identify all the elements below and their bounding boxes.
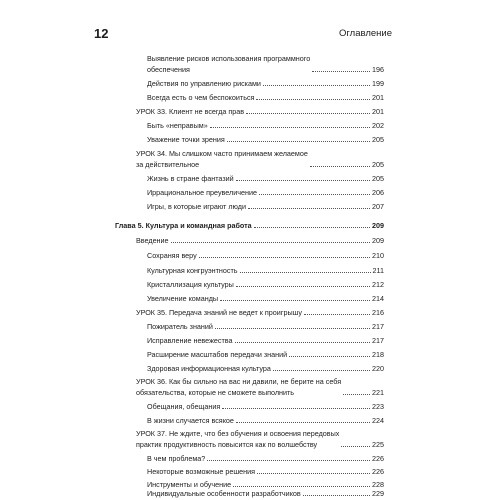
toc-entry-page: 224 [372,416,384,425]
toc-entry-title: Игры, в которые играют люди [147,202,246,211]
dot-leader [210,127,370,128]
toc-entry-page: 201 [372,107,384,116]
toc-entry-title: Инструменты и обучение [147,480,232,489]
toc-entry-title: Уважение точки зрения [147,135,225,144]
toc-entry-title: Сохраняя веру [147,251,197,260]
toc-entry [147,488,384,499]
toc-entry [136,106,384,117]
toc-entry-page: 226 [372,467,384,476]
toc-entry-page: 221 [372,388,384,397]
dot-leader [236,180,370,181]
toc-entry-page: 205 [372,135,384,144]
dot-leader [343,394,370,395]
page-number: 12 [94,26,109,41]
dot-leader [254,227,370,228]
toc-entry-title: Здоровая информационная культура [147,364,271,373]
dot-leader [312,71,370,72]
toc-entry-title-line: УРОК 37. Не ждите, что без обучения и освоения передовых [136,429,340,438]
toc-entry-page: 209 [372,236,384,245]
toc-entry [147,363,384,374]
toc-entry [136,376,384,398]
toc-entry-page: 223 [372,402,384,411]
dot-leader [303,495,370,496]
toc-entry [136,307,384,318]
toc-entry-page: 209 [372,221,384,230]
dot-leader [259,194,370,195]
toc-entry [147,201,384,212]
dot-leader [310,166,370,167]
toc-entry [147,466,384,477]
toc-entry-title: УРОК 33. Клиент не всегда прав [136,107,245,116]
toc-entry-page: 196 [372,65,384,74]
dot-leader [236,286,370,287]
dot-leader [222,408,370,409]
toc-entry-page: 205 [372,174,384,183]
toc-entry [147,279,384,290]
toc-entry [147,401,384,412]
toc-entry-page: 217 [372,336,384,345]
toc-entry-title-line: практик продуктивность повысится как по волшебству [136,440,318,449]
toc-entry [147,349,384,360]
toc-chapter-title: Глава 5. Культура и командная работа [115,221,252,230]
dot-leader [341,446,370,447]
dot-leader [233,486,370,487]
toc-entry-title-line: обеспечения [147,65,190,74]
toc-entry-title: УРОК 35. Передача знаний не ведет к проигрышу [136,308,302,317]
toc-entry-title: Индивидуальные особенности разработчиков [147,489,301,498]
toc-entry-page: 207 [372,202,384,211]
dot-leader [207,460,370,461]
dot-leader [263,85,370,86]
toc-entry-title: В чем проблема? [147,454,206,463]
toc-entry [147,134,384,145]
dot-leader [257,473,370,474]
toc-entry [147,415,384,426]
toc-entry-title: Всегда есть о чем беспокоиться [147,93,255,102]
toc-entry-page: 220 [372,364,384,373]
toc-entry-page: 201 [372,93,384,102]
toc-entry-title: Быть «неправым» [147,121,208,130]
toc-entry [147,173,384,184]
toc-entry-page: 211 [372,266,384,275]
toc-entry [147,321,384,332]
dot-leader [227,141,370,142]
dot-leader [240,272,371,273]
toc-entry-page: 212 [372,280,384,289]
toc-entry-page: 210 [372,251,384,260]
toc-entry [147,265,384,276]
dot-leader [256,99,370,100]
toc-entry-title: Увеличение команды [147,294,219,303]
toc-entry [136,235,384,246]
toc-entry-title: Кристаллизация культуры [147,280,234,289]
toc-entry-title-line: УРОК 36. Как бы сильно на вас ни давили, не берите на себя [136,377,342,386]
toc-entry-title: В жизни случается всякое [147,416,234,425]
toc-entry [147,335,384,346]
toc-entry [147,53,384,75]
toc-entry [136,148,384,170]
dot-leader [304,314,370,315]
toc-entry [147,78,384,89]
toc-entry-title: Исправление невежества [147,336,233,345]
toc-entry-title-line: УРОК 34. Мы слишком часто принимаем желаемое [136,149,308,158]
dot-leader [235,342,370,343]
toc-entry [147,187,384,198]
toc-entry-page: 206 [372,188,384,197]
toc-entry-page: 228 [372,480,384,489]
toc-entry-title: Действия по управлению рисками [147,79,261,88]
toc-entry-title: Некоторые возможные решения [147,467,255,476]
toc-entry [147,92,384,103]
toc-entry-title: Введение [136,236,169,245]
toc-entry [147,120,384,131]
toc-entry-page: 225 [372,440,384,449]
toc-entry-page: 199 [372,79,384,88]
dot-leader [236,422,370,423]
toc-chapter-entry [115,220,384,231]
running-head: Оглавление [339,28,392,39]
toc-entry-page: 217 [372,322,384,331]
toc-entry-page: 205 [372,160,384,169]
toc-entry-page: 216 [372,308,384,317]
toc-entry [147,250,384,261]
toc-entry-title: Жизнь в стране фантазий [147,174,234,183]
toc-entry-page: 218 [372,350,384,359]
toc-entry-page: 202 [372,121,384,130]
toc-entry [147,453,384,464]
dot-leader [248,208,370,209]
toc-entry [147,293,384,304]
toc-entry-title: Обещания, обещания [147,402,221,411]
toc-entry [136,428,384,450]
toc-entry-title-line: Выявление рисков использования программного [147,54,311,63]
toc-entry-title-line: за действительное [136,160,200,169]
toc-entry-page: 226 [372,454,384,463]
dot-leader [215,328,370,329]
dot-leader [289,356,370,357]
toc-entry-title: Пожиратель знаний [147,322,213,331]
dot-leader [273,370,370,371]
toc-entry-title: Культурная конгруэнтность [147,266,238,275]
toc-entry-page: 214 [372,294,384,303]
toc-entry-title: Иррациональное преувеличение [147,188,257,197]
dot-leader [171,242,370,243]
toc-entry-title-line: обязательства, которые не сможете выполнить [136,388,295,397]
dot-leader [199,257,370,258]
dot-leader [246,113,370,114]
toc-entry-title: Расширение масштабов передачи знаний [147,350,288,359]
dot-leader [220,300,370,301]
toc-entry-page: 229 [372,489,384,498]
